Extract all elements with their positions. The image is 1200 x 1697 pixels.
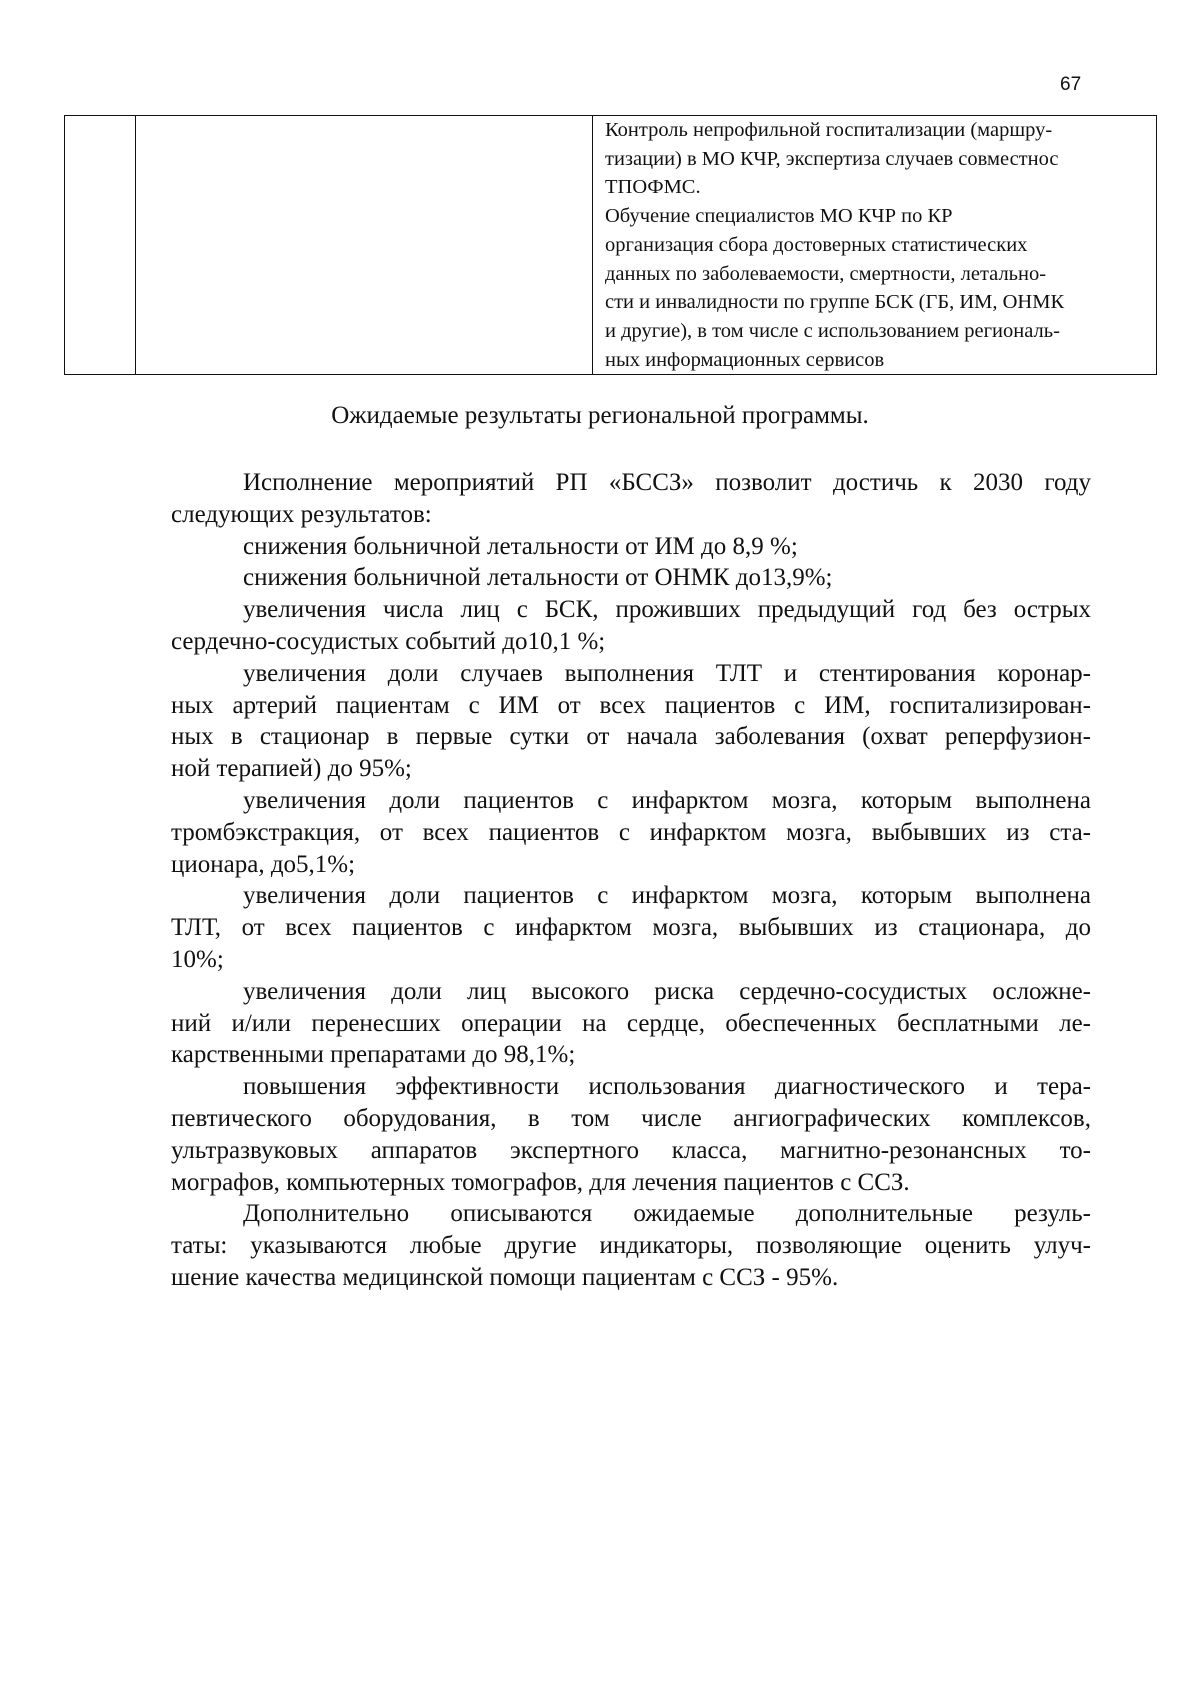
page-number: 67	[1060, 74, 1082, 95]
table-cell-activity	[136, 116, 593, 375]
paragraph-line: 10%;	[171, 945, 224, 973]
paragraph-line: шение качества медицинской помощи пациентам с ССЗ - 95%.	[171, 1263, 839, 1291]
paragraph-line: увеличения доли лиц высокого риска сердечно-сосудистых осложне-	[243, 977, 1091, 1005]
paragraph	[171, 531, 1091, 563]
paragraph-line: следующих результатов:	[171, 500, 432, 528]
paragraph-line: ТЛТ, от всех пациентов с инфарктом мозга, выбывших из стационара, до	[171, 914, 1091, 942]
paragraph-line: ных в стационар в первые сутки от начала заболевания (охват реперфузион-	[171, 723, 1091, 751]
paragraph-line: певтического оборудования, в том числе ангиографических комплексов,	[171, 1104, 1091, 1132]
paragraph-line: увеличения доли пациентов с инфарктом мозга, которым выполнена	[243, 786, 1091, 814]
paragraph-line: увеличения числа лиц с БСК, проживших предыдущий год без острых	[243, 596, 1091, 624]
paragraph-line: ных артерий пациентам с ИМ от всех пациентов с ИМ, госпитализирован-	[171, 691, 1091, 719]
table-cell-line: данных по заболеваемости, смертности, летально-	[605, 262, 1047, 285]
paragraph-line: снижения больничной летальности от ОНМК до13,9%;	[243, 564, 833, 592]
paragraph-line: ционара, до5,1%;	[171, 850, 356, 878]
paragraph-line: Исполнение мероприятий РП «БССЗ» позволит достичь к 2030 году	[243, 469, 1091, 496]
table-cell-line: и другие), в том числе с использованием региональ-	[605, 319, 1060, 342]
paragraph-line: ультразвуковых аппаратов экспертного класса, магнитно-резонансных то-	[171, 1136, 1091, 1164]
table-cell-line: ных информационных сервисов	[605, 348, 885, 371]
paragraph-line: снижения больничной летальности от ИМ до 8,9 %;	[243, 532, 798, 560]
table-cell-line: сти и инвалидности по группе БСК (ГБ, ИМ, ОНМК	[605, 291, 1065, 314]
paragraph-line: ний и/или перенесших операции на сердце, обеспеченных бесплатными ле-	[171, 1009, 1091, 1037]
paragraph-line: таты: указываются любые другие индикаторы, позволяющие оценить улуч-	[171, 1232, 1091, 1260]
table-row	[65, 116, 1157, 375]
paragraph	[171, 467, 1091, 531]
paragraph-line: ной терапией) до 95%;	[171, 755, 412, 783]
paragraph-line: тромбэкстракция, от всех пациентов с инфарктом мозга, выбывших из ста-	[171, 818, 1091, 846]
table-cell-line: организация сбора достоверных статистических	[605, 233, 1028, 256]
table-cell-line: Обучение специалистов МО КЧР по КР	[605, 205, 953, 228]
table-cell-line: ТПОФМС.	[605, 176, 701, 199]
paragraph	[171, 594, 1091, 658]
paragraph	[171, 1071, 1091, 1198]
body-text	[171, 467, 1091, 1294]
paragraph-line: повышения эффективности использования диагностического и тера-	[243, 1073, 1091, 1101]
paragraph-line: Дополнительно описываются ожидаемые дополнительные резуль-	[243, 1200, 1091, 1228]
table-cell-text	[593, 116, 1156, 374]
paragraph-line: карственными препаратами до 98,1%;	[171, 1041, 576, 1069]
section-heading: Ожидаемые результаты региональной программы.	[331, 402, 869, 429]
paragraph	[171, 1198, 1091, 1293]
paragraph-line: мографов, компьютерных томографов, для лечения пациентов с ССЗ.	[171, 1168, 910, 1196]
paragraph	[171, 562, 1091, 594]
paragraph	[171, 785, 1091, 880]
table-cell-number	[65, 116, 136, 375]
paragraph-line: сердечно-сосудистых событий до10,1 %;	[171, 627, 606, 655]
paragraph	[171, 976, 1091, 1071]
table-cell-description	[593, 116, 1157, 375]
paragraph	[171, 658, 1091, 785]
paragraph-line: увеличения доли пациентов с инфарктом мозга, которым выполнена	[243, 882, 1091, 910]
table-cell-line: Контроль непрофильной госпитализации (маршру-	[605, 119, 1053, 141]
paragraph	[171, 880, 1091, 975]
paragraph-line: увеличения доли случаев выполнения ТЛТ и стентирования коронар-	[243, 659, 1091, 687]
table-cell-line: тизации) в МО КЧР, экспертиза случаев совместнос	[605, 147, 1059, 170]
continuation-table	[64, 115, 1157, 375]
